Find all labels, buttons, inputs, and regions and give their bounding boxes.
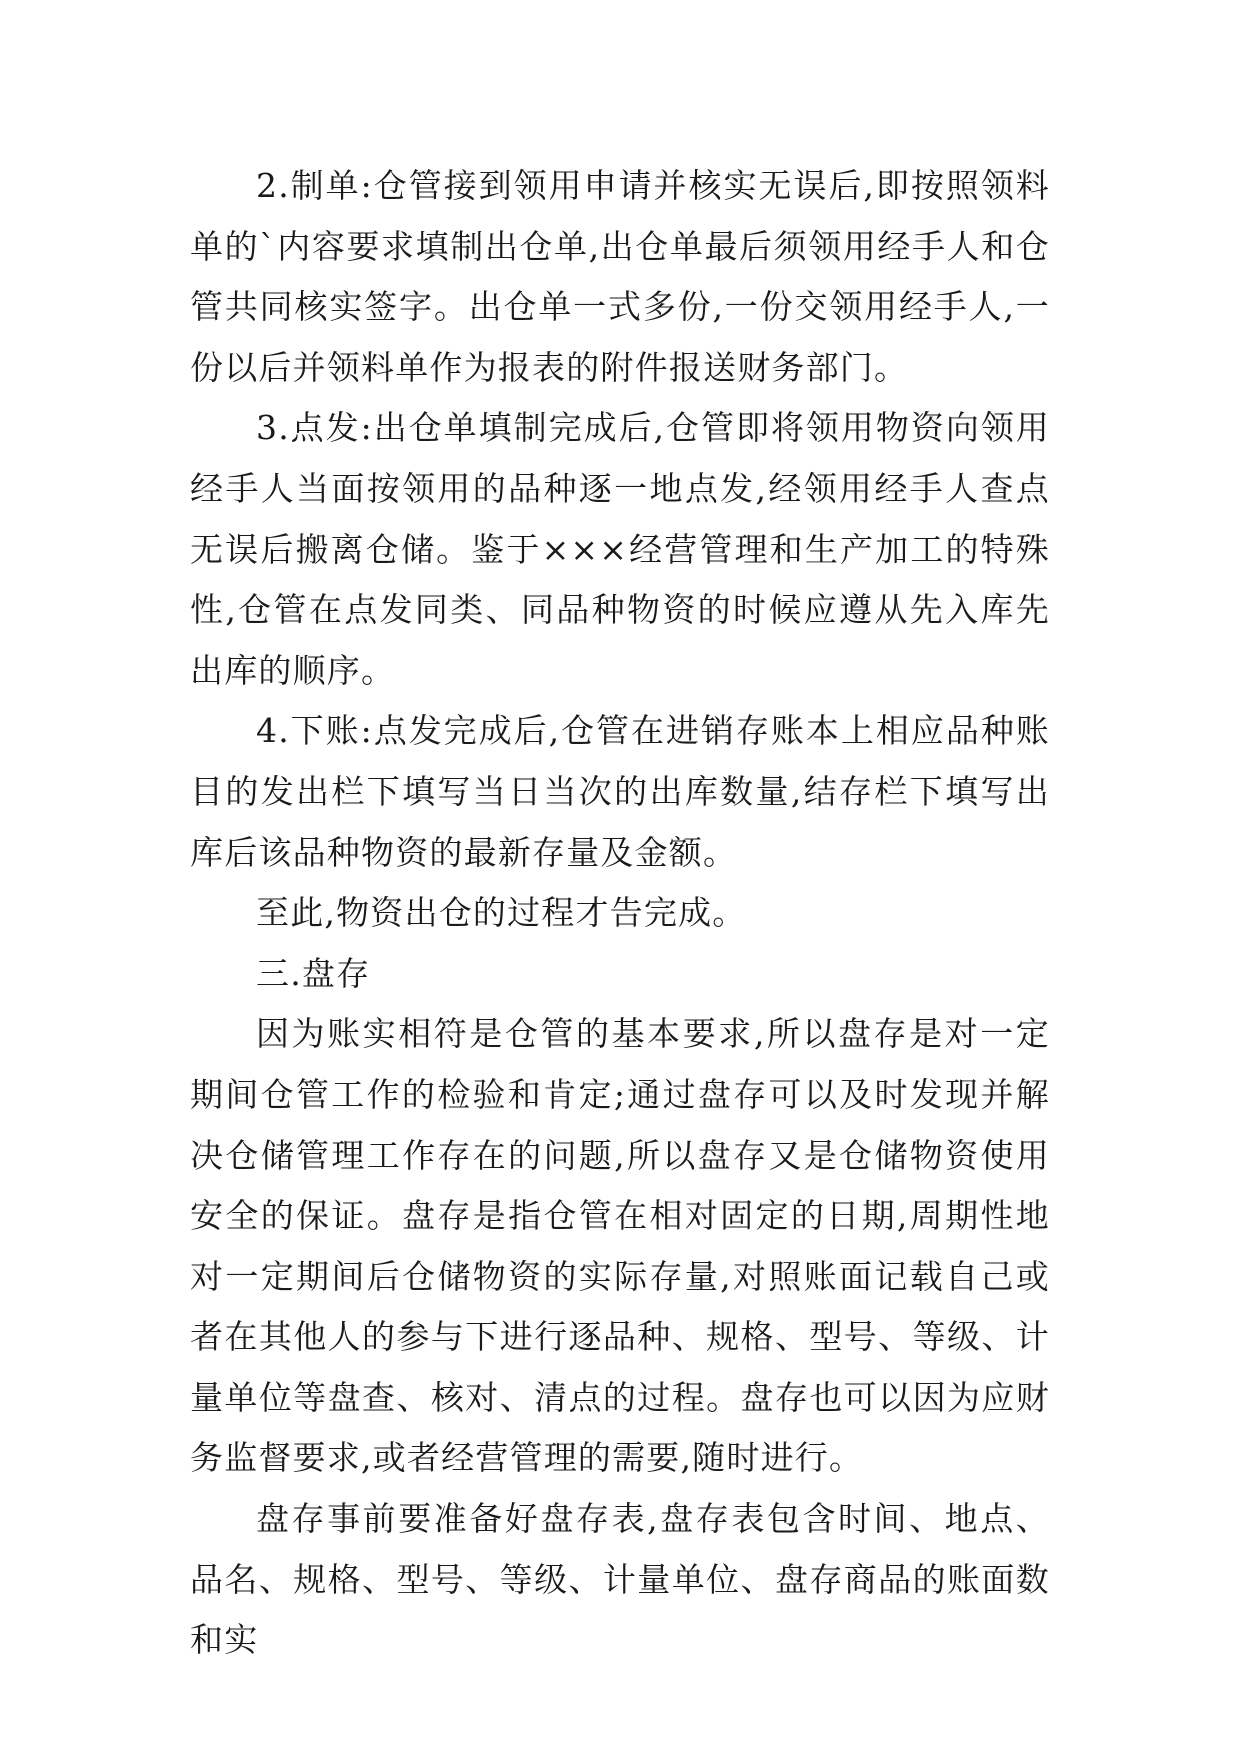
- paragraph-inventory-definition: 因为账实相符是仓管的基本要求,所以盘存是对一定期间仓管工作的检验和肯定;通过盘存可以及时发现并解决仓储管理工作存在的问题,所以盘存又是仓储物资使用安全的保证。盘存是指仓管在相对固定的日期,周期性地对一定期间后仓储物资的实际存量,对照账面记载自己或者在其他人的参与下进行逐品种、规格、型号、等级、计量单位等盘查、核对、清点的过程。盘存也可以因为应财务监督要求,或者经营管理的需要,随时进行。: [190, 1014, 1050, 1478]
- section-heading-inventory: 三.盘存: [256, 953, 371, 993]
- paragraph-inventory-preparation: 盘存事前要准备好盘存表,盘存表包含时间、地点、品名、规格、型号、等级、计量单位、盘存商品的账面数和实: [190, 1499, 1050, 1660]
- document-body: [190, 156, 1050, 1671]
- paragraph-conclusion: 至此,物资出仓的过程才告完成。: [256, 893, 747, 933]
- paragraph-bookkeeping: 4.下账:点发完成后,仓管在进销存账本上相应品种账目的发出栏下填写当日当次的出库数量,结存栏下填写出库后该品种物资的最新存量及金额。: [190, 711, 1050, 872]
- paragraph-dispatch: 3.点发:出仓单填制完成后,仓管即将领用物资向领用经手人当面按领用的品种逐一地点发,经领用经手人查点无误后搬离仓储。鉴于×××经营管理和生产加工的特殊性,仓管在点发同类、同品种物资的时候应遵从先入库先出库的顺序。: [190, 408, 1050, 690]
- paragraph-issue-form: 2.制单:仓管接到领用申请并核实无误后,即按照领料单的`内容要求填制出仓单,出仓单最后须领用经手人和仓管共同核实签字。出仓单一式多份,一份交领用经手人,一份以后并领料单作为报表的附件报送财务部门。: [190, 166, 1050, 387]
